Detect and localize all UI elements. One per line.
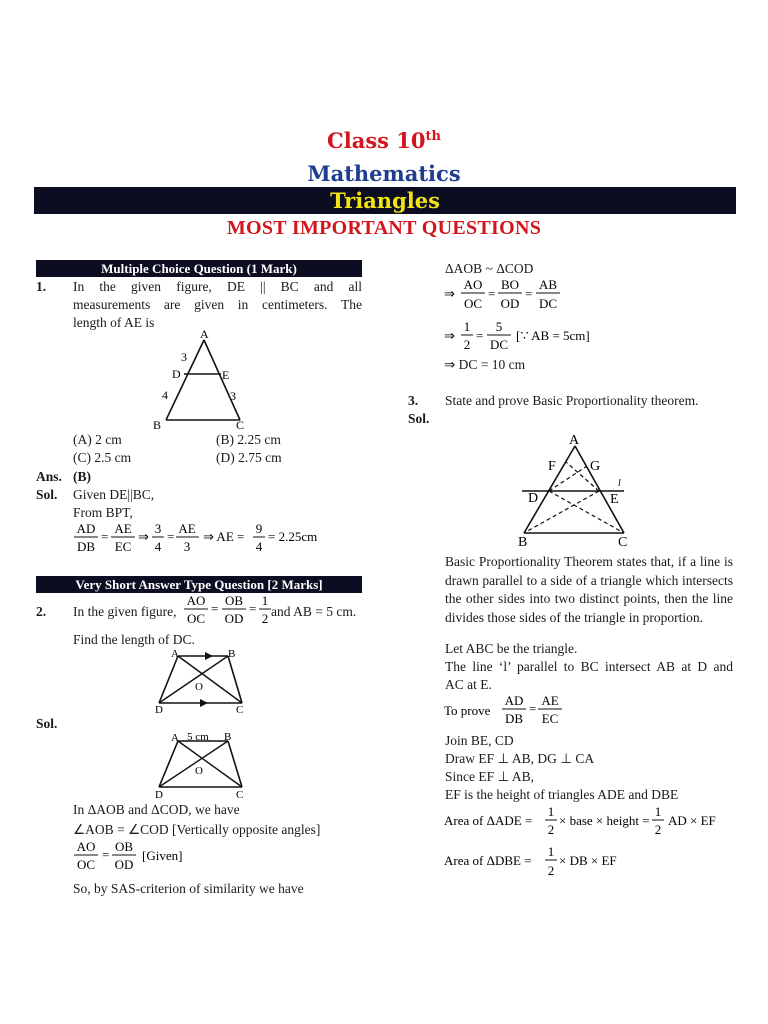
label-d: D [155, 789, 163, 801]
frac-num: 5 [495, 319, 503, 334]
bpt-triangle-figure [508, 430, 638, 550]
frac-num: AE [178, 521, 196, 536]
question-number-1: 1. [36, 279, 47, 294]
q1-solution-line-2: From BPT, [73, 505, 133, 520]
q2-text-post: and AB = 5 cm. [271, 604, 357, 619]
option-a: (A) 2 cm [73, 432, 122, 447]
frac-den: OC [76, 857, 96, 872]
frac-den: OD [500, 296, 520, 311]
area-ade-label: Area of ΔADE = [444, 813, 533, 828]
frac-num: AD [504, 693, 524, 708]
mcq-section-bar: Multiple Choice Question (1 Mark) [36, 260, 362, 277]
area-ade-middle: × base × height = [559, 813, 650, 828]
answer-value: (B) [73, 469, 91, 484]
option-b: (B) 2.25 cm [216, 432, 281, 447]
frac-num: AO [463, 277, 483, 292]
frac-den: DC [538, 296, 558, 311]
label-b: B [228, 648, 236, 660]
frac-den: 2 [261, 611, 269, 626]
equals-sign: = [167, 529, 175, 544]
label-c: C [236, 789, 244, 801]
q2-solution-line-1: In ΔAOB and ΔCOD, we have [73, 802, 240, 817]
q3-proof-line-7: EF is the height of triangles ADE and DBE [445, 787, 679, 802]
q2-trapezium-figure [150, 647, 250, 715]
frac-num: 3 [154, 521, 162, 536]
reason-note: [∵ AB = 5cm] [516, 328, 590, 343]
q3-proof-line-5: Draw EF ⊥ AB, DG ⊥ CA [445, 751, 595, 766]
q1-line-1: In the given figure, DE || BC and all [73, 279, 362, 294]
class-title: Class 10th [327, 128, 441, 153]
frac-den: OD [114, 857, 134, 872]
label-b: B [224, 731, 232, 743]
given-tag: [Given] [142, 848, 183, 863]
label-b: B [518, 535, 528, 550]
label-a: A [171, 648, 179, 660]
label-ad-length: 3 [181, 350, 187, 364]
frac-num: 1 [547, 804, 555, 819]
frac-den: OC [463, 296, 483, 311]
frac-num: AO [186, 593, 206, 608]
frac-num: 1 [547, 844, 555, 859]
label-a: A [569, 433, 580, 448]
equals-sign: = [101, 529, 109, 544]
equals-sign: = [102, 847, 110, 862]
label-e: E [610, 492, 619, 507]
frac-den: EC [541, 711, 559, 726]
frac-num: 9 [255, 521, 263, 536]
parallel-arrow [200, 699, 208, 707]
frac-den: EC [114, 539, 132, 554]
topic-banner: Triangles [34, 187, 736, 214]
implies-sign: ⇒ [138, 529, 149, 544]
answer-label: Ans. [36, 469, 62, 484]
solution-label-2: Sol. [36, 716, 58, 731]
frac-num: AE [541, 693, 559, 708]
diagonal-ac [178, 741, 242, 787]
frac-num: OB [224, 593, 244, 608]
area-dbe-end: × DB × EF [559, 853, 617, 868]
subject-title: Mathematics [307, 161, 461, 186]
option-d: (D) 2.75 cm [216, 450, 282, 465]
side-bc [228, 741, 242, 787]
q2-text-pre: In the given figure, [73, 604, 177, 619]
q3-proof-line-4: Join BE, CD [445, 733, 514, 748]
bpt-statement: Basic Proportionality Theorem states that, if a line is drawn parallel to a side of a triangle which intersects the other sides into two distinct points, then the line divides those sides of the triangle in proportion. [445, 554, 733, 625]
implies-sign: ⇒ [444, 328, 455, 343]
equals-sign: = [488, 286, 496, 301]
frac-num: 1 [654, 804, 662, 819]
frac-den: 4 [154, 539, 162, 554]
q3-proof-line-2: The line ‘l’ parallel to BC intersect AB at D and [445, 659, 733, 674]
side-bc [228, 656, 242, 703]
q1-triangle-figure [150, 328, 260, 432]
frac-den: DC [489, 337, 509, 352]
q2-line-2: Find the length of DC. [73, 632, 195, 647]
label-c: C [236, 704, 244, 715]
equals-sign: = [211, 601, 219, 616]
q3-proof-line-6: Since EF ⊥ AB, [445, 769, 535, 784]
frac-num: BO [500, 277, 520, 292]
frac-den: 3 [183, 539, 191, 554]
q3-proof-line-1: Let ABC be the triangle. [445, 641, 578, 656]
area-dbe-label: Area of ΔDBE = [444, 853, 532, 868]
dc-result: ⇒ DC = 10 cm [444, 357, 526, 372]
label-o: O [195, 681, 203, 693]
parallel-arrow [205, 652, 213, 660]
label-d: D [155, 704, 163, 715]
label-g: G [590, 459, 601, 474]
frac-den: 2 [547, 822, 555, 837]
label-d: D [528, 491, 539, 506]
frac-den: OC [186, 611, 206, 626]
vsa-section-bar: Very Short Answer Type Question [2 Marks] [36, 576, 362, 593]
label-a: A [200, 328, 209, 341]
to-prove-label: To prove [444, 703, 491, 718]
q2-given-ratio [72, 838, 212, 876]
area-dbe-equation [444, 842, 664, 882]
label-o: O [195, 765, 203, 777]
frac-num: OB [114, 839, 134, 854]
main-heading: MOST IMPORTANT QUESTIONS [226, 217, 542, 239]
solution-label-1: Sol. [36, 487, 58, 502]
q1-solution-line-1: Given DE||BC, [73, 487, 155, 502]
label-c: C [236, 418, 245, 432]
label-c: C [618, 535, 628, 550]
frac-num: AB [538, 277, 558, 292]
q1-line-2: measurements are given in centimeters. The [73, 297, 362, 312]
q1-bpt-equation [72, 520, 332, 556]
equals-sign: = [476, 328, 484, 343]
area-ade-end: AD × EF [668, 813, 716, 828]
label-f: F [548, 459, 556, 474]
label-e: E [222, 368, 230, 382]
ratio-chain-equation [444, 276, 574, 316]
q2-ratio-fraction [182, 592, 274, 630]
to-prove-equation [444, 690, 584, 730]
frac-num: AD [76, 521, 96, 536]
q3-proof-line-3: AC at E. [445, 677, 492, 692]
question-number-2: 2. [36, 604, 47, 619]
frac-den: 2 [463, 337, 471, 352]
solution-label-3: Sol. [408, 411, 430, 426]
question-number-3: 3. [408, 393, 419, 408]
frac-den: 2 [547, 863, 555, 878]
frac-den: DB [504, 711, 524, 726]
frac-den: DB [76, 539, 96, 554]
q2-solution-figure [150, 731, 250, 801]
frac-den: 4 [255, 539, 263, 554]
frac-den: 2 [654, 822, 662, 837]
q1-line-3: length of AE is [73, 315, 155, 330]
q2-solution-line-2: ∠AOB = ∠COD [Vertically opposite angles] [73, 822, 321, 837]
frac-num: 1 [261, 593, 269, 608]
label-l: l [618, 478, 621, 489]
frac-den: OD [224, 611, 244, 626]
label-ab-length: 5 cm [187, 731, 209, 743]
label-a: A [171, 732, 179, 744]
equals-sign: = [249, 601, 257, 616]
implies-sign: ⇒ [444, 286, 455, 301]
diagonal-ac [178, 656, 242, 703]
dc-equation [444, 318, 614, 356]
area-ade-equation [444, 802, 744, 840]
frac-num: AE [114, 521, 132, 536]
label-db-length: 4 [162, 388, 168, 402]
equals-sign: = [525, 286, 533, 301]
frac-num: 1 [463, 319, 471, 334]
label-d: D [172, 367, 181, 381]
label-ec-length: 3 [230, 389, 236, 403]
q3-text: State and prove Basic Proportionality theorem. [445, 393, 699, 408]
similarity-statement: ΔAOB ~ ΔCOD [445, 261, 534, 276]
equals-sign: = [529, 701, 537, 716]
q2-solution-line-4: So, by SAS-criterion of similarity we have [73, 881, 304, 896]
ae-lhs: ⇒ AE = [203, 529, 245, 544]
ae-result: = 2.25cm [268, 529, 318, 544]
label-b: B [153, 418, 162, 432]
frac-num: AO [76, 839, 96, 854]
option-c: (C) 2.5 cm [73, 450, 132, 465]
